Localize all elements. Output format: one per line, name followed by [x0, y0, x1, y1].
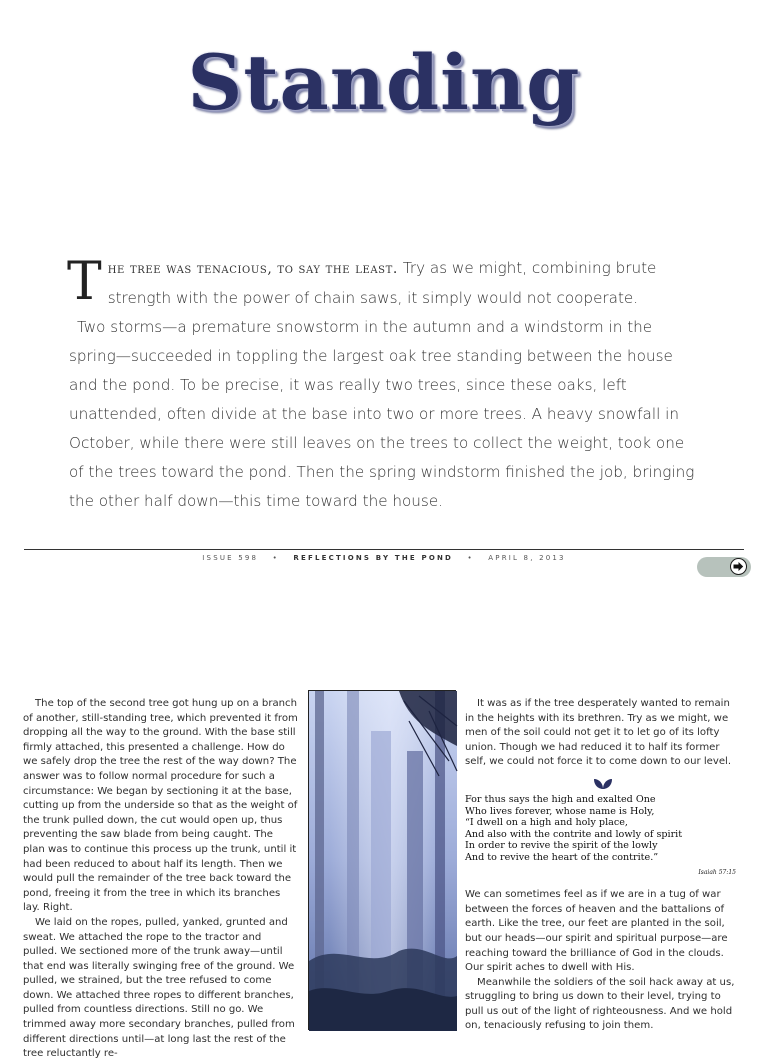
issue-number: ISSUE 598: [202, 554, 259, 562]
right-paragraph-2: We can sometimes feel as if we are in a tug of war between the forces of heaven and the battalions of earth. Like the tree, our feet are planted in the soil, but our heads—our spirit and spiritual purpose—are reaching toward the brilliance of God in the clouds. Our spirit aches to dwell with His.: [465, 889, 728, 974]
right-column: [465, 697, 740, 1032]
verse-line: In order to revive the spirit of the lowly: [465, 840, 658, 852]
scripture-verse: [465, 794, 740, 864]
issue-footer: [0, 554, 768, 562]
verse-line: And also with the contrite and lowly of spirit: [465, 828, 683, 840]
verse-line: For thus says the high and exalted One: [465, 793, 656, 805]
divider-rule: [24, 549, 744, 550]
arrow-right-icon: [730, 558, 747, 575]
intro-lead-smallcaps: he tree was tenacious, to say the least.: [107, 261, 398, 277]
right-paragraph-1: It was as if the tree desperately wanted to remain in the heights with its brethren. Try as we might, we men of the soil could not get it to let go of its lofty union. Though we had reduced it to half its former self, we could not force it to come down to our level.: [465, 698, 732, 768]
verse-line: “I dwell on a high and holy place,: [465, 817, 628, 829]
intro-lead-rest: Try as we might, combining brute strength with the power of chain saws, it simply would not cooperate.: [107, 259, 657, 307]
next-page-button[interactable]: [697, 557, 751, 577]
page-title: Standing: [187, 38, 581, 127]
verse-line: And to revive the heart of the contrite.”: [465, 851, 659, 863]
series-name: REFLECTIONS BY THE POND: [293, 554, 454, 562]
footer-separator: •: [272, 554, 279, 562]
left-column: [23, 697, 298, 1060]
footer-separator: •: [467, 554, 474, 562]
left-paragraph-1: The top of the second tree got hung up on a branch of another, still-standing tree, which prevented it from dropping all the way to the ground. With the base still firmly attached, this presented a challenge. How do we safely drop the tree the rest of the way down? The answer was to follow normal procedure for such a circumstance: We began by sectioning it at the base, cutting up from the underside so that as the weight of the trunk pulled down, the cut would open up, thus preventing the saw blade from being caught. The plan was to continue this process up the trunk, until it had been reduced to about half its length. Then we would pull the remainder of the tree back toward the pond, freeing it from the tree in which its branches lay. Right.: [23, 698, 298, 914]
verse-line: Who lives forever, whose name is Holy,: [465, 805, 655, 817]
misty-forest-photo: [308, 690, 456, 1030]
left-paragraph-2: We laid on the ropes, pulled, yanked, grunted and sweat. We attached the rope to the tractor and pulled. We sectioned more of the trunk away—until that end was literally swinging free of the ground. We pulled, we strained, but the tree refused to come down. We attached three ropes to different branches, pulled from countless directions. Still no go. We trimmed away more secondary branches, pulled from different directions until—at long last the rest of the tree reluctantly re-: [23, 916, 295, 1060]
intro-paragraph-2: Two storms—a premature snowstorm in the autumn and a windstorm in the spring—succeeded in toppling the largest oak tree standing between the house and the pond. To be precise, it was really two trees, since these oaks, left unattended, often divide at the base into two or more trees. A heavy snowfall in October, while there were still leaves on the trees to collect the weight, took one of the trees toward the pond. Then the spring windstorm finished the job, bringing the other half down—this time toward the house.: [69, 318, 695, 510]
scripture-citation: Isaiah 57:15: [698, 868, 736, 876]
issue-date: APRIL 8, 2013: [488, 554, 566, 562]
right-paragraph-3: Meanwhile the soldiers of the soil hack away at us, struggling to bring us down to their level, trying to pull us out of the light of righteousness. And we hold on, tenaciously refusing to join them.: [465, 976, 735, 1032]
leaf-ornament-icon: [465, 778, 740, 792]
drop-cap: T: [67, 252, 102, 312]
intro-text: [69, 254, 699, 516]
